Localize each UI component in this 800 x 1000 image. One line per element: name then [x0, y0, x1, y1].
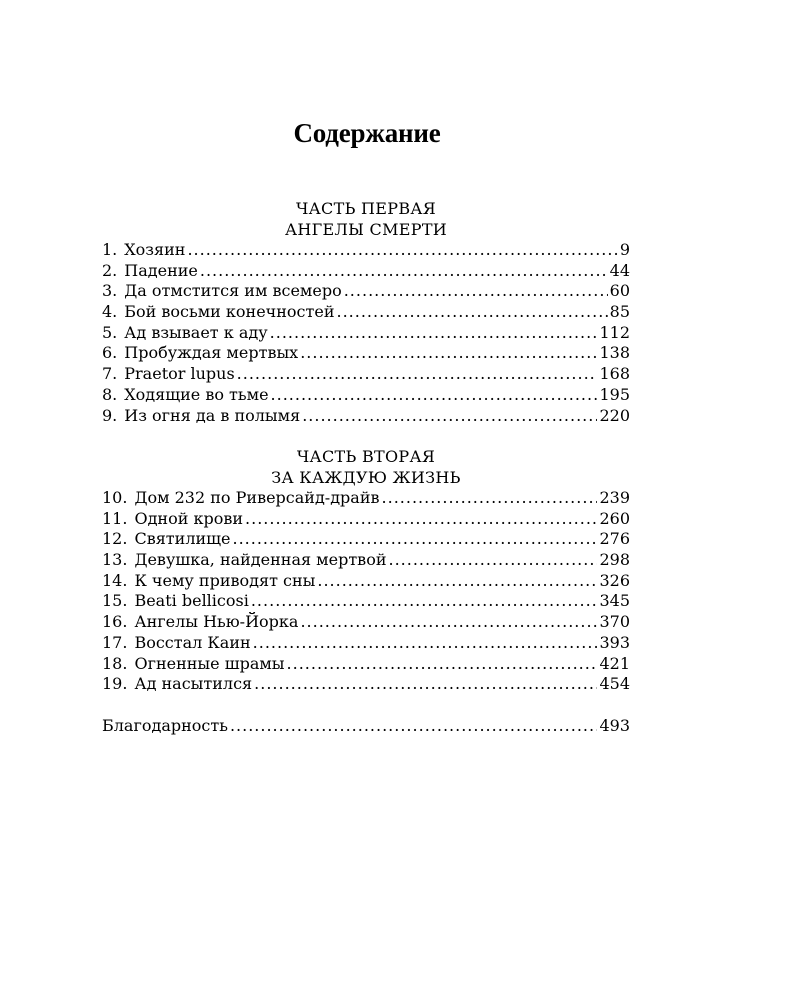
entry-number: 3. [102, 281, 118, 301]
entry-number: 4. [102, 302, 118, 322]
toc-entry[interactable] [102, 364, 630, 385]
dot-leader [300, 343, 597, 364]
entry-number: 15. [102, 591, 128, 611]
entry-number: 5. [102, 322, 118, 342]
part-two-heading [102, 446, 630, 488]
entry-number: 11. [102, 508, 128, 528]
entry-page: 298 [599, 550, 630, 570]
dot-leader [271, 385, 598, 406]
entry-title: Восстал Каин [134, 632, 251, 652]
dot-leader [254, 674, 597, 695]
entry-number: 2. [102, 260, 118, 280]
dot-leader [200, 261, 608, 282]
dot-leader [344, 281, 608, 302]
toc-entry[interactable] [102, 509, 630, 530]
entry-number: 12. [102, 529, 128, 549]
dot-leader [253, 633, 598, 654]
entry-page: 168 [599, 364, 630, 384]
entry-title: Дом 232 по Риверсайд-драйв [134, 488, 380, 507]
dot-leader [382, 488, 598, 509]
entry-title: Девушка, найденная мертвой [134, 550, 387, 570]
entry-number: 10. [102, 488, 128, 507]
entry-page: 220 [599, 405, 630, 425]
entry-page: 85 [609, 302, 630, 322]
entry-page: 9 [619, 240, 630, 259]
toc-entry[interactable] [102, 633, 630, 654]
entry-title: Одной крови [134, 508, 244, 528]
toc-entry[interactable] [102, 550, 630, 571]
entry-title: Ходящие во тьме [124, 384, 269, 404]
entry-title: Ангелы Нью-Йорка [134, 612, 299, 632]
entry-title: Ад насытился [134, 674, 253, 694]
dot-leader [302, 406, 597, 427]
toc-entry[interactable] [102, 529, 630, 550]
entry-title: Да отмстится им всемеро [124, 281, 342, 301]
toc-entry[interactable] [102, 343, 630, 364]
entry-page: 239 [599, 488, 630, 507]
entry-page: 326 [599, 570, 630, 590]
toc-entry[interactable] [102, 488, 630, 509]
dot-leader [237, 364, 598, 385]
entry-title: Хозяин [124, 240, 186, 259]
toc-entry[interactable] [102, 591, 630, 612]
entry-page: 60 [609, 281, 630, 301]
part-one-label: ЧАСТЬ ПЕРВАЯ [295, 199, 437, 218]
toc-entry[interactable] [102, 302, 630, 323]
entry-title: К чему приводят сны [134, 570, 316, 590]
entry-page: 493 [599, 716, 630, 735]
part-one-heading [102, 198, 630, 240]
entry-number: 6. [102, 343, 118, 363]
entry-page: 454 [599, 674, 630, 694]
entry-page: 138 [599, 343, 630, 363]
entry-title: Святилище [134, 529, 231, 549]
acknowledgements-section [102, 716, 630, 737]
entry-page: 112 [599, 322, 630, 342]
part-two-entries [102, 488, 630, 695]
dot-leader [232, 529, 597, 550]
entry-title: Благодарность [102, 716, 228, 735]
entry-title: Beati bellicosi [134, 591, 249, 611]
entry-title: Пробуждая мертвых [124, 343, 299, 363]
toc-entry[interactable] [102, 385, 630, 406]
toc-entry-acknowledgements[interactable] [102, 716, 630, 737]
toc-entry[interactable] [102, 406, 630, 427]
toc-entry[interactable] [102, 261, 630, 282]
entry-number: 16. [102, 612, 128, 632]
dot-leader [388, 550, 597, 571]
entry-number: 8. [102, 384, 118, 404]
entry-page: 345 [599, 591, 630, 611]
dot-leader [187, 240, 617, 261]
dot-leader [230, 716, 598, 737]
entry-title: Падение [124, 260, 198, 280]
part-two-label: ЧАСТЬ ВТОРАЯ [296, 447, 436, 466]
part-two-title: ЗА КАЖДУЮ ЖИЗНЬ [271, 468, 461, 487]
entry-page: 276 [599, 529, 630, 549]
entry-number: 1. [102, 240, 118, 259]
entry-number: 17. [102, 632, 128, 652]
entry-title: Бой восьми конечностей [124, 302, 335, 322]
page-title: Содержание [293, 118, 441, 148]
toc-entry[interactable] [102, 323, 630, 344]
dot-leader [270, 323, 598, 344]
dot-leader [287, 654, 598, 675]
dot-leader [245, 509, 597, 530]
part-one-title: АНГЕЛЫ СМЕРТИ [284, 220, 448, 239]
entry-title: Из огня да в полымя [124, 405, 301, 425]
entry-page: 44 [609, 260, 630, 280]
entry-page: 370 [599, 612, 630, 632]
entry-number: 7. [102, 364, 118, 384]
toc-entry[interactable] [102, 674, 630, 695]
dot-leader [251, 591, 598, 612]
entry-number: 14. [102, 570, 128, 590]
toc-entry[interactable] [102, 612, 630, 633]
toc-entry[interactable] [102, 281, 630, 302]
entry-title: Praetor lupus [124, 364, 235, 384]
entry-page: 421 [599, 653, 630, 673]
entry-page: 195 [599, 384, 630, 404]
dot-leader [300, 612, 597, 633]
toc-entry[interactable] [102, 654, 630, 675]
entry-number: 9. [102, 405, 118, 425]
entry-number: 13. [102, 550, 128, 570]
entry-title: Огненные шрамы [134, 653, 285, 673]
dot-leader [337, 302, 608, 323]
toc-entry[interactable] [102, 571, 630, 592]
entry-title: Ад взывает к аду [124, 322, 268, 342]
entry-number: 18. [102, 653, 128, 673]
entry-page: 260 [599, 508, 630, 528]
part-one-entries [102, 240, 630, 426]
entry-page: 393 [599, 632, 630, 652]
dot-leader [317, 571, 597, 592]
entry-number: 19. [102, 674, 128, 694]
toc-entry[interactable] [102, 240, 630, 261]
